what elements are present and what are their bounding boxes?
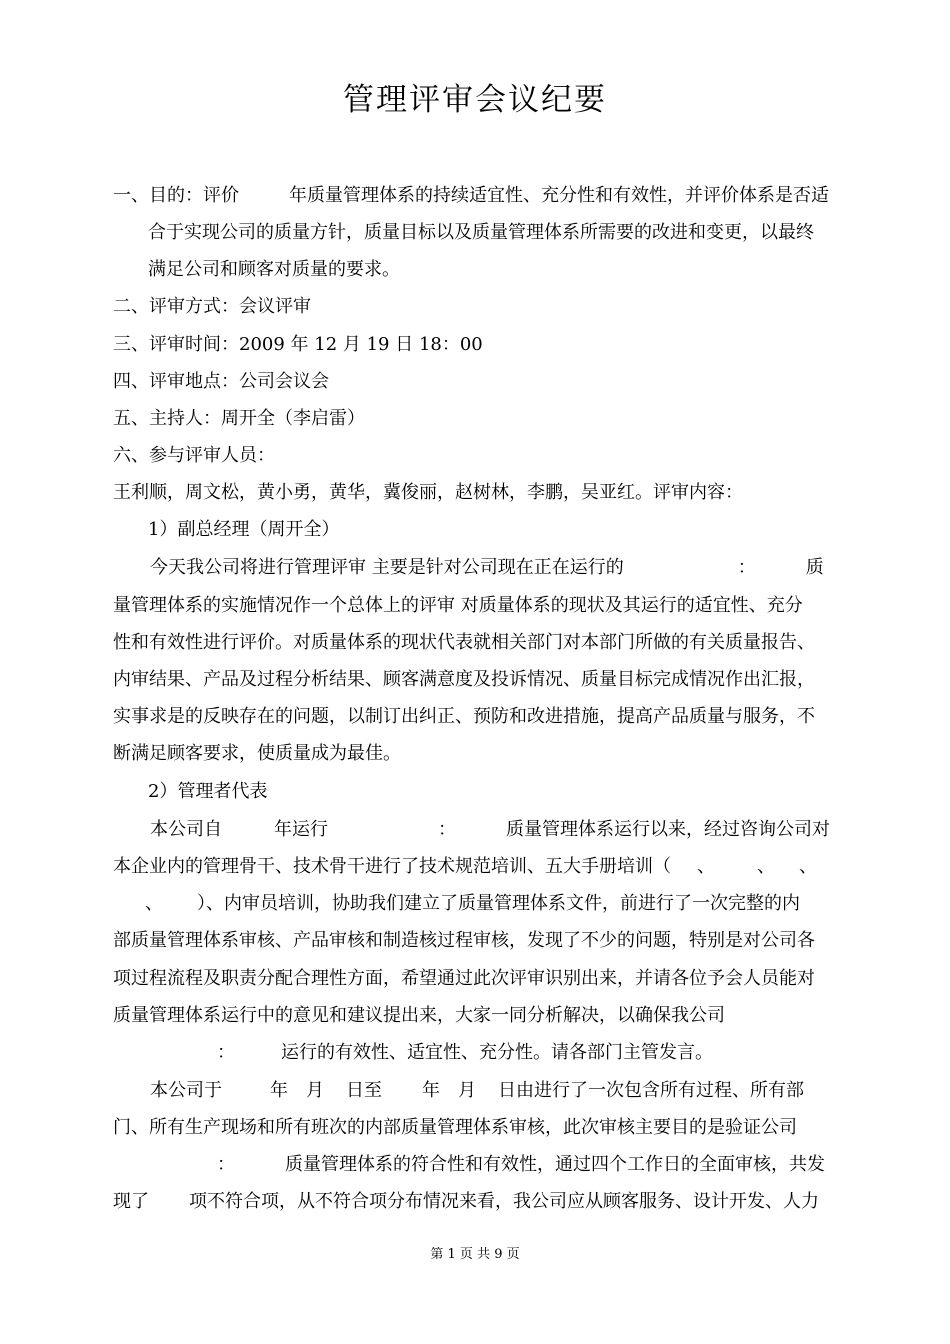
section-review-method: 二、评审方式：会议评审 xyxy=(113,296,311,317)
vice-manager-line-1: 今天我公司将进行管理评审 主要是针对公司现在正在运行的 ： 质 xyxy=(150,557,824,578)
management-rep-line-7: ： 运行的有效性、适宜性、充分性。请各部门主管发言。 xyxy=(217,1042,713,1063)
management-rep-line-4: 部质量管理体系审核、产品审核和制造核过程审核，发现了不少的问题，特别是对公司各 xyxy=(113,930,815,951)
page-footer: 第 1 页 共 9 页 xyxy=(430,1247,520,1262)
internal-audit-line-3: ： 质量管理体系的符合性和有效性，通过四个工作日的全面审核，共发 xyxy=(217,1154,825,1175)
section-review-location: 四、评审地点：公司会议会 xyxy=(113,371,329,392)
management-rep-line-2: 本企业内的管理骨干、技术骨干进行了技术规范培训、五大手册培训（ 、 、 、 xyxy=(113,856,817,877)
section-review-time: 三、评审时间：2009 年 12 月 19 日 18：00 xyxy=(113,334,483,355)
vice-manager-heading: 1）副总经理（周开全） xyxy=(148,519,340,540)
management-rep-line-6: 质量管理体系运行中的意见和建议提出来，大家一同分析解决，以确保我公司 xyxy=(113,1005,725,1026)
section-purpose-line-3: 满足公司和顾客对质量的要求。 xyxy=(148,259,400,280)
document-title: 管理评审会议纪要 xyxy=(343,82,607,118)
management-rep-heading: 2）管理者代表 xyxy=(148,781,268,802)
internal-audit-line-1: 本公司于 年 月 日至 年 月 日由进行了一次包含所有过程、所有部 xyxy=(150,1080,804,1101)
management-rep-line-5: 项过程流程及职责分配合理性方面，希望通过此次评审识别出来，并请各位予会人员能对 xyxy=(113,968,815,989)
section-participants: 六、参与评审人员： xyxy=(113,445,275,466)
internal-audit-line-2: 门、所有生产现场和所有班次的内部质量管理体系审核，此次审核主要目的是验证公司 xyxy=(113,1117,797,1138)
vice-manager-line-5: 实事求是的反映存在的问题，以制订出纠正、预防和改进措施，提高产品质量与服务，不 xyxy=(113,706,815,727)
section-purpose-line-1 xyxy=(113,183,829,209)
vice-manager-line-4: 内审结果、产品及过程分析结果、顾客满意度及投诉情况、质量目标完成情况作出汇报， xyxy=(113,669,815,690)
internal-audit-line-4: 现了 项不符合项，从不符合项分布情况来看，我公司应从顾客服务、设计开发、人力 xyxy=(113,1191,819,1212)
section-purpose-label: 一、目的：评价 xyxy=(113,185,239,206)
vice-manager-line-6: 断满足顾客要求，使质量成为最佳。 xyxy=(113,743,401,764)
vice-manager-line-3: 性和有效性进行评价。对质量体系的现状代表就相关部门对本部门所做的有关质量报告、 xyxy=(113,632,815,653)
section-host: 五、主持人：周开全（李启雷） xyxy=(113,408,365,429)
section-purpose-text: 年质量管理体系的持续适宜性、充分性和有效性，并评价体系是否适 xyxy=(289,185,829,206)
participants-names: 王利顺，周文松，黄小勇，黄华，冀俊丽，赵树林，李鹏，吴亚红。评审内容： xyxy=(113,482,743,503)
vice-manager-line-2: 量管理体系的实施情况作一个总体上的评审 对质量体系的现状及其运行的适宜性、充分 xyxy=(113,595,803,616)
management-rep-line-3: 、 ）、内审员培训，协助我们建立了质量管理体系文件，前进行了一次完整的内 xyxy=(145,893,800,914)
management-rep-line-1: 本公司自 年运行 ： 质量管理体系运行以来，经过咨询公司对 xyxy=(150,819,830,840)
section-purpose-line-2: 合于实现公司的质量方针，质量目标以及质量管理体系所需要的改进和变更，以最终 xyxy=(148,222,814,243)
